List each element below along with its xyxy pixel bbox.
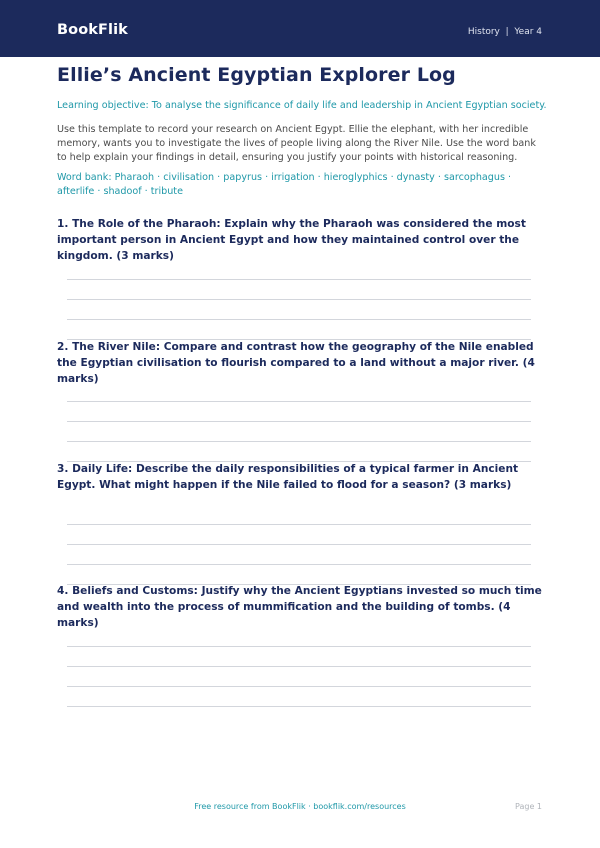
answer-line[interactable] (67, 706, 531, 707)
page-number: Page 1 (515, 802, 542, 811)
footer-link[interactable]: Free resource from BookFlik · bookflik.com/resources (194, 802, 406, 811)
learning-objective: Learning objective: To analyse the significance of daily life and leadership in Ancient Egyptian society. (57, 100, 547, 111)
answer-line[interactable] (67, 544, 531, 545)
answer-line[interactable] (67, 686, 531, 687)
answer-line[interactable] (67, 524, 531, 525)
page-title: Ellie’s Ancient Egyptian Explorer Log (57, 64, 456, 86)
header-bar (0, 0, 600, 57)
answer-line[interactable] (67, 666, 531, 667)
answer-line[interactable] (67, 279, 531, 280)
brand-logo: BookFlik (57, 22, 128, 38)
question-1: 1. The Role of the Pharaoh: Explain why the Pharaoh was considered the most important person in Ancient Egypt and how they maintained control over the kingdom. (3 marks) (57, 218, 526, 262)
subject-year-label: History | Year 4 (467, 27, 542, 37)
word-bank: Word bank: Pharaoh · civilisation · papyrus · irrigation · hieroglyphics · dynasty · sarcophagus · afterlife · shadoof · tribute (57, 172, 512, 197)
question-3: 3. Daily Life: Describe the daily responsibilities of a typical farmer in Ancient Egypt. What might happen if the Nile failed to flood for a season? (3 marks) (57, 463, 519, 491)
answer-line[interactable] (67, 299, 531, 300)
answer-line[interactable] (67, 319, 531, 320)
answer-line[interactable] (67, 646, 531, 647)
answer-line[interactable] (67, 441, 531, 442)
answer-line[interactable] (67, 564, 531, 565)
intro-paragraph: Use this template to record your research on Ancient Egypt. Ellie the elephant, with her incredible memory, wants you to investigate the lives of people living along the River Nile. Use the word bank to help explain your findings in detail, ensuring you justify your points with historical reasoning. (57, 124, 536, 163)
answer-line[interactable] (67, 421, 531, 422)
question-2: 2. The River Nile: Compare and contrast how the geography of the Nile enabled the Egyptian civilisation to flourish compared to a land without a major river. (4 marks) (57, 341, 535, 385)
answer-line[interactable] (67, 401, 531, 402)
question-4: 4. Beliefs and Customs: Justify why the Ancient Egyptians invested so much time and wealth into the process of mummification and the building of tombs. (4 marks) (57, 585, 542, 629)
